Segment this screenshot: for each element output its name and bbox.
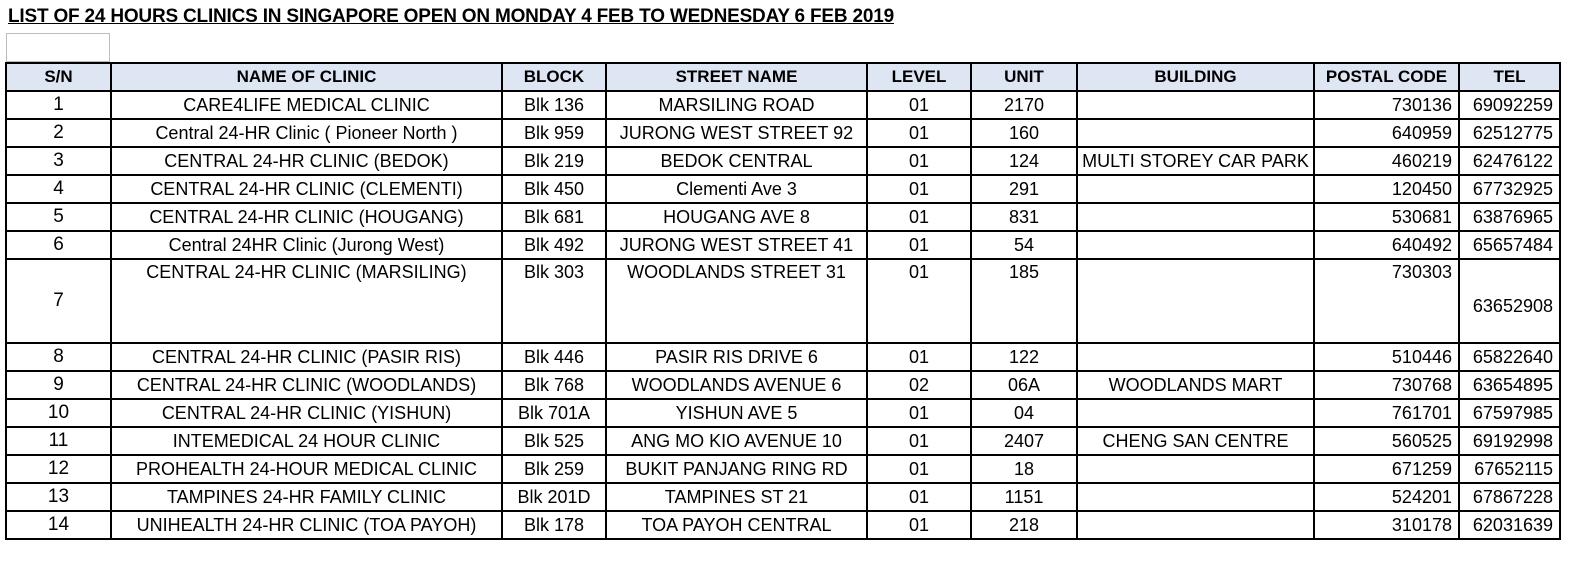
- cell-level[interactable]: 01: [867, 91, 971, 119]
- cell-street[interactable]: TOA PAYOH CENTRAL: [606, 511, 867, 539]
- table-row: [6, 343, 1560, 371]
- table-row: [6, 427, 1560, 455]
- cell-street[interactable]: ANG MO KIO AVENUE 10: [606, 427, 867, 455]
- cell-name[interactable]: TAMPINES 24-HR FAMILY CLINIC: [111, 483, 502, 511]
- cell-street[interactable]: JURONG WEST STREET 41: [606, 231, 867, 259]
- table-row: [6, 119, 1560, 147]
- cell-street[interactable]: JURONG WEST STREET 92: [606, 119, 867, 147]
- cell-street[interactable]: MARSILING ROAD: [606, 91, 867, 119]
- cell-block[interactable]: Blk 201D: [502, 483, 606, 511]
- cell-unit[interactable]: 2170: [971, 91, 1077, 119]
- cell-sn[interactable]: 8: [6, 343, 111, 371]
- cell-name[interactable]: CENTRAL 24-HR CLINIC (HOUGANG): [111, 203, 502, 231]
- cell-level[interactable]: 01: [867, 483, 971, 511]
- cell-postal[interactable]: 560525: [1314, 427, 1459, 455]
- cell-block[interactable]: Blk 681: [502, 203, 606, 231]
- cell-block[interactable]: Blk 259: [502, 455, 606, 483]
- cell-name[interactable]: UNIHEALTH 24-HR CLINIC (TOA PAYOH): [111, 511, 502, 539]
- cell-postal[interactable]: 640959: [1314, 119, 1459, 147]
- cell-street[interactable]: WOODLANDS AVENUE 6: [606, 371, 867, 399]
- cell-block[interactable]: Blk 492: [502, 231, 606, 259]
- cell-postal[interactable]: 524201: [1314, 483, 1459, 511]
- cell-name[interactable]: PROHEALTH 24-HOUR MEDICAL CLINIC: [111, 455, 502, 483]
- cell-sn[interactable]: 5: [6, 203, 111, 231]
- cell-level[interactable]: 01: [867, 175, 971, 203]
- cell-building[interactable]: MULTI STOREY CAR PARK: [1077, 147, 1314, 175]
- cell-building[interactable]: [1077, 91, 1314, 119]
- cell-building[interactable]: [1077, 119, 1314, 147]
- cell-level[interactable]: 01: [867, 427, 971, 455]
- cell-tel[interactable]: 67597985: [1459, 399, 1560, 427]
- cell-tel[interactable]: 67867228: [1459, 483, 1560, 511]
- header-block: BLOCK: [502, 63, 606, 91]
- cell-street[interactable]: YISHUN AVE 5: [606, 399, 867, 427]
- cell-block[interactable]: Blk 701A: [502, 399, 606, 427]
- header-sn: S/N: [6, 63, 111, 91]
- cell-block[interactable]: Blk 768: [502, 371, 606, 399]
- cell-sn[interactable]: 10: [6, 399, 111, 427]
- cell-postal[interactable]: 671259: [1314, 455, 1459, 483]
- cell-block[interactable]: Blk 525: [502, 427, 606, 455]
- cell-street[interactable]: BUKIT PANJANG RING RD: [606, 455, 867, 483]
- cell-name[interactable]: INTEMEDICAL 24 HOUR CLINIC: [111, 427, 502, 455]
- cell-block[interactable]: Blk 450: [502, 175, 606, 203]
- cell-postal[interactable]: 761701: [1314, 399, 1459, 427]
- table-row: [6, 91, 1560, 119]
- cell-sn[interactable]: 4: [6, 175, 111, 203]
- cell-name[interactable]: CARE4LIFE MEDICAL CLINIC: [111, 91, 502, 119]
- cell-tel[interactable]: 63876965: [1459, 203, 1560, 231]
- cell-sn[interactable]: 3: [6, 147, 111, 175]
- table-row: [6, 511, 1560, 539]
- cell-sn[interactable]: 9: [6, 371, 111, 399]
- header-tel: TEL: [1459, 63, 1560, 91]
- cell-postal[interactable]: 120450: [1314, 175, 1459, 203]
- cell-name[interactable]: CENTRAL 24-HR CLINIC (BEDOK): [111, 147, 502, 175]
- cell-sn[interactable]: 1: [6, 91, 111, 119]
- cell-block[interactable]: Blk 959: [502, 119, 606, 147]
- header-street: STREET NAME: [606, 63, 867, 91]
- cell-level[interactable]: 01: [867, 147, 971, 175]
- cell-tel[interactable]: 63654895: [1459, 371, 1560, 399]
- cell-postal[interactable]: 530681: [1314, 203, 1459, 231]
- cell-unit[interactable]: 291: [971, 175, 1077, 203]
- cell-block[interactable]: Blk 446: [502, 343, 606, 371]
- cell-block[interactable]: Blk 136: [502, 91, 606, 119]
- table-row: [6, 175, 1560, 203]
- cell-tel[interactable]: 65822640: [1459, 343, 1560, 371]
- cell-building[interactable]: CHENG SAN CENTRE: [1077, 427, 1314, 455]
- cell-name[interactable]: CENTRAL 24-HR CLINIC (YISHUN): [111, 399, 502, 427]
- cell-level[interactable]: 01: [867, 399, 971, 427]
- cell-building[interactable]: [1077, 175, 1314, 203]
- cell-tel[interactable]: 67732925: [1459, 175, 1560, 203]
- cell-sn[interactable]: 14: [6, 511, 111, 539]
- cell-postal[interactable]: 460219: [1314, 147, 1459, 175]
- table-body: [6, 91, 1560, 539]
- cell-postal[interactable]: 730136: [1314, 91, 1459, 119]
- cell-block[interactable]: Blk 303: [502, 259, 606, 343]
- cell-sn[interactable]: 2: [6, 119, 111, 147]
- cell-unit[interactable]: 54: [971, 231, 1077, 259]
- cell-name[interactable]: CENTRAL 24-HR CLINIC (WOODLANDS): [111, 371, 502, 399]
- table-row: [6, 455, 1560, 483]
- cell-postal[interactable]: 310178: [1314, 511, 1459, 539]
- table-row: [6, 147, 1560, 175]
- cell-street[interactable]: BEDOK CENTRAL: [606, 147, 867, 175]
- cell-street[interactable]: TAMPINES ST 21: [606, 483, 867, 511]
- cell-level[interactable]: 02: [867, 371, 971, 399]
- cell-name[interactable]: CENTRAL 24-HR CLINIC (PASIR RIS): [111, 343, 502, 371]
- cell-tel[interactable]: 67652115: [1459, 455, 1560, 483]
- cell-unit[interactable]: 18: [971, 455, 1077, 483]
- cell-unit[interactable]: 06A: [971, 371, 1077, 399]
- cell-block[interactable]: Blk 219: [502, 147, 606, 175]
- cell-building[interactable]: [1077, 511, 1314, 539]
- cell-unit[interactable]: 160: [971, 119, 1077, 147]
- cell-block[interactable]: Blk 178: [502, 511, 606, 539]
- cell-level[interactable]: 01: [867, 455, 971, 483]
- cell-sn[interactable]: 7: [6, 259, 111, 343]
- cell-unit[interactable]: 124: [971, 147, 1077, 175]
- header-name: NAME OF CLINIC: [111, 63, 502, 91]
- cell-level[interactable]: 01: [867, 119, 971, 147]
- cell-tel[interactable]: 62476122: [1459, 147, 1560, 175]
- cell-sn[interactable]: 13: [6, 483, 111, 511]
- cell-sn[interactable]: 11: [6, 427, 111, 455]
- cell-name[interactable]: CENTRAL 24-HR CLINIC (CLEMENTI): [111, 175, 502, 203]
- cell-unit[interactable]: 122: [971, 343, 1077, 371]
- cell-building[interactable]: [1077, 343, 1314, 371]
- table-row: [6, 259, 1560, 343]
- table-row: [6, 231, 1560, 259]
- cell-name[interactable]: Central 24HR Clinic (Jurong West): [111, 231, 502, 259]
- cell-unit[interactable]: 04: [971, 399, 1077, 427]
- header-unit: UNIT: [971, 63, 1077, 91]
- cell-level[interactable]: 01: [867, 343, 971, 371]
- header-row: [6, 63, 1560, 91]
- table-row: [6, 203, 1560, 231]
- cell-sn[interactable]: 6: [6, 231, 111, 259]
- cell-street[interactable]: PASIR RIS DRIVE 6: [606, 343, 867, 371]
- cell-postal[interactable]: 730303: [1314, 259, 1459, 343]
- table-row: [6, 371, 1560, 399]
- header-postal: POSTAL CODE: [1314, 63, 1459, 91]
- cell-building[interactable]: [1077, 259, 1314, 343]
- cell-unit[interactable]: 185: [971, 259, 1077, 343]
- cell-tel[interactable]: 65657484: [1459, 231, 1560, 259]
- clinics-table: [5, 62, 1561, 540]
- cell-postal[interactable]: 510446: [1314, 343, 1459, 371]
- cell-street[interactable]: WOODLANDS STREET 31: [606, 259, 867, 343]
- cell-street[interactable]: Clementi Ave 3: [606, 175, 867, 203]
- cell-postal[interactable]: 640492: [1314, 231, 1459, 259]
- cell-street[interactable]: HOUGANG AVE 8: [606, 203, 867, 231]
- cell-tel[interactable]: 69092259: [1459, 91, 1560, 119]
- cell-level[interactable]: 01: [867, 259, 971, 343]
- cell-unit[interactable]: 1151: [971, 483, 1077, 511]
- cell-name[interactable]: CENTRAL 24-HR CLINIC (MARSILING): [111, 259, 502, 343]
- cell-postal[interactable]: 730768: [1314, 371, 1459, 399]
- cell-level[interactable]: 01: [867, 231, 971, 259]
- selected-cell[interactable]: [6, 33, 110, 62]
- cell-tel[interactable]: 62031639: [1459, 511, 1560, 539]
- cell-tel[interactable]: 63652908: [1459, 259, 1560, 343]
- cell-level[interactable]: 01: [867, 203, 971, 231]
- cell-building[interactable]: [1077, 455, 1314, 483]
- header-level: LEVEL: [867, 63, 971, 91]
- page-title: LIST OF 24 HOURS CLINICS IN SINGAPORE OPEN ON MONDAY 4 FEB TO WEDNESDAY 6 FEB 2019: [8, 6, 894, 27]
- cell-level[interactable]: 01: [867, 511, 971, 539]
- cell-unit[interactable]: 2407: [971, 427, 1077, 455]
- cell-building[interactable]: [1077, 399, 1314, 427]
- cell-sn[interactable]: 12: [6, 455, 111, 483]
- cell-building[interactable]: [1077, 231, 1314, 259]
- cell-building[interactable]: WOODLANDS MART: [1077, 371, 1314, 399]
- cell-building[interactable]: [1077, 483, 1314, 511]
- cell-tel[interactable]: 69192998: [1459, 427, 1560, 455]
- cell-tel[interactable]: 62512775: [1459, 119, 1560, 147]
- cell-building[interactable]: [1077, 203, 1314, 231]
- table-row: [6, 483, 1560, 511]
- cell-unit[interactable]: 218: [971, 511, 1077, 539]
- header-building: BUILDING: [1077, 63, 1314, 91]
- cell-name[interactable]: Central 24-HR Clinic ( Pioneer North ): [111, 119, 502, 147]
- table-row: [6, 399, 1560, 427]
- cell-unit[interactable]: 831: [971, 203, 1077, 231]
